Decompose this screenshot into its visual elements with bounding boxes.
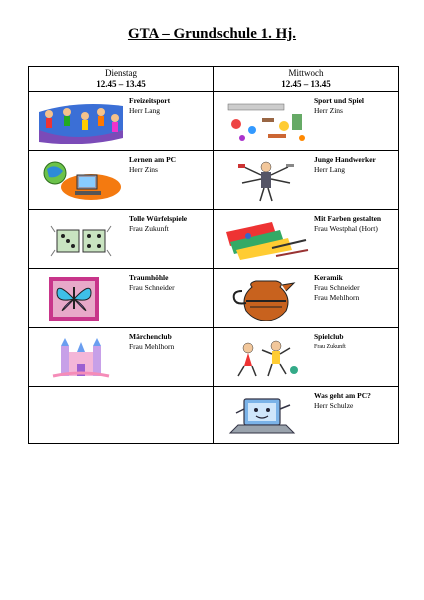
- handyman-tools-icon: [222, 159, 310, 203]
- header-mittwoch: [214, 67, 399, 92]
- laptop-character-icon: [222, 395, 310, 439]
- course-cell: [29, 92, 214, 151]
- page-title: GTA – Grundschule 1. Hj.: [127, 26, 297, 42]
- dice-icon: [37, 218, 125, 262]
- course-name: Lernen am PC: [129, 155, 177, 164]
- teacher-name: Herr Lang: [314, 165, 346, 174]
- day-label: Dienstag: [105, 68, 137, 78]
- course-name: Märchenclub: [129, 332, 172, 341]
- teacher-name: Frau Zukunft: [129, 224, 169, 233]
- course-name: Freizeitsport: [129, 96, 171, 105]
- course-cell: [29, 269, 214, 328]
- course-cell: [29, 328, 214, 387]
- course-cell: [214, 151, 399, 210]
- course-cell: [214, 328, 399, 387]
- fairy-castle-icon: [37, 336, 125, 380]
- course-name: Mit Farben gestalten: [314, 214, 382, 223]
- teacher-name: Herr Schulze: [314, 401, 354, 410]
- course-name: Sport und Spiel: [314, 96, 365, 105]
- teacher-name: Frau Westphal (Hort): [314, 224, 378, 233]
- header-dienstag: [29, 67, 214, 92]
- course-name: Was geht am PC?: [314, 391, 371, 400]
- course-name: Keramik: [314, 273, 343, 282]
- course-row: [29, 92, 399, 151]
- day-label: Mittwoch: [288, 68, 324, 78]
- teacher-name: Herr Zins: [129, 165, 158, 174]
- children-playing-icon: [37, 100, 125, 144]
- teacher-name: Herr Zins: [314, 106, 343, 115]
- teacher-name: Frau Mehlhorn: [314, 293, 360, 302]
- course-cell: [214, 210, 399, 269]
- schedule-table: [28, 66, 399, 444]
- course-row: [29, 387, 399, 444]
- ceramic-jug-icon: [222, 277, 310, 321]
- course-row: [29, 151, 399, 210]
- course-name: Junge Handwerker: [314, 155, 376, 164]
- course-row: [29, 328, 399, 387]
- teacher-name: Frau Schneider: [129, 283, 175, 292]
- time-label: 12.45 – 13.45: [96, 79, 146, 89]
- course-cell: [29, 151, 214, 210]
- teacher-name: Frau Zukunft: [314, 344, 346, 350]
- header-row: [29, 67, 399, 92]
- empty-cell: [29, 387, 214, 444]
- course-row: [29, 210, 399, 269]
- sports-equipment-icon: [222, 100, 310, 144]
- course-name: Traumhöhle: [129, 273, 169, 282]
- course-cell: [214, 269, 399, 328]
- teacher-name: Frau Schneider: [314, 283, 360, 292]
- course-row: [29, 269, 399, 328]
- course-name: Tolle Würfelspiele: [129, 214, 188, 223]
- playing-kids-icon: [222, 336, 310, 380]
- computer-globe-icon: [37, 159, 125, 203]
- paint-brushes-icon: [222, 218, 310, 262]
- time-label: 12.45 – 13.45: [281, 79, 331, 89]
- course-cell: [214, 92, 399, 151]
- teacher-name: Frau Mehlhorn: [129, 342, 175, 351]
- course-cell: [214, 387, 399, 444]
- teacher-name: Herr Lang: [129, 106, 161, 115]
- butterfly-icon: [37, 277, 125, 321]
- course-cell: [29, 210, 214, 269]
- course-name: Spielclub: [314, 332, 344, 341]
